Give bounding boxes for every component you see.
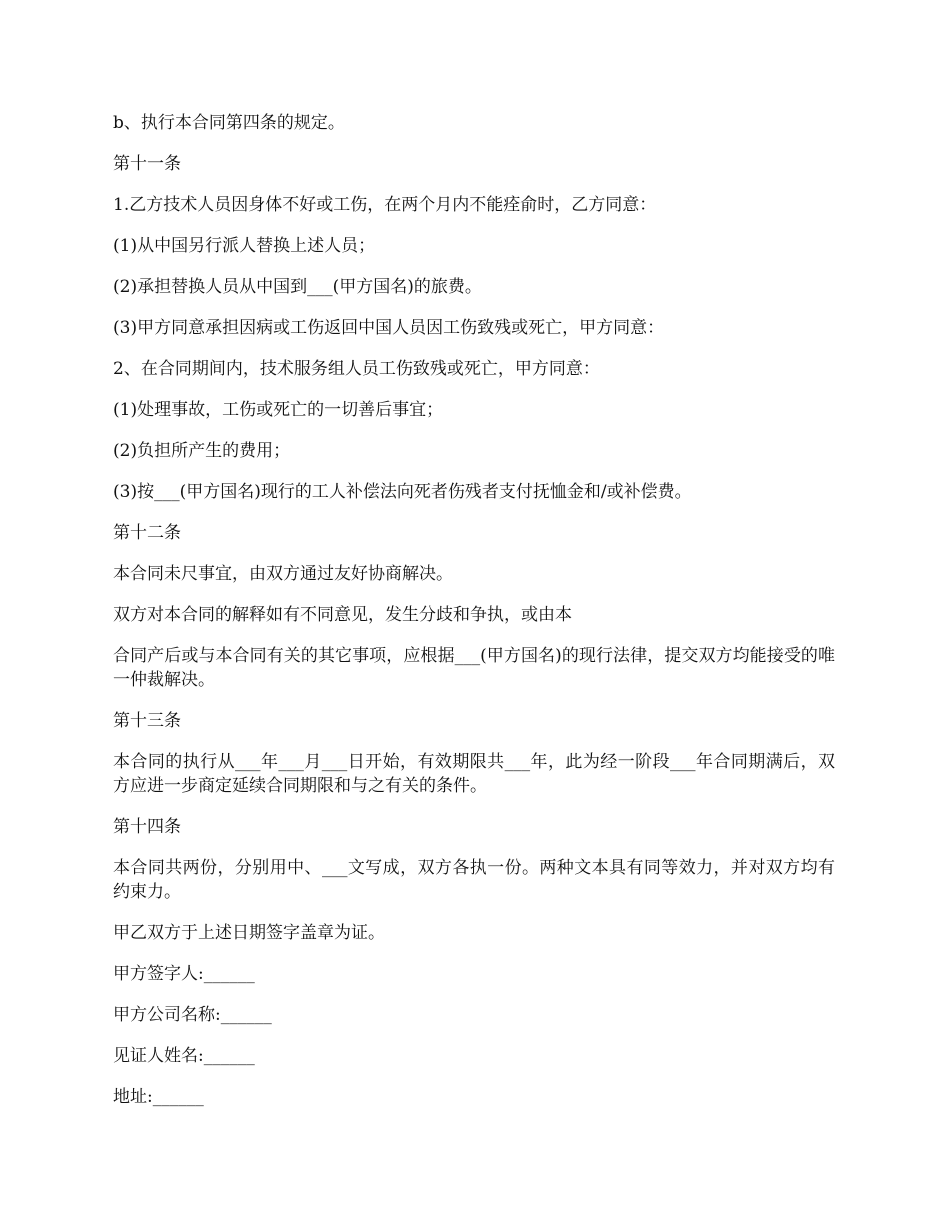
article-11-heading: 第十一条 [113,154,181,174]
document-body [113,111,835,1126]
party-a-signatory: 甲方签字人:______ [113,964,255,984]
article-11-item-2: 2、在合同期间内，技术服务组人员工伤致残或死亡，甲方同意： [113,359,600,379]
article-11-item-2-subitem-3: (3)按___(甲方国名)现行的工人补偿法向死者伤残者支付抚恤金和/或补偿费。 [113,482,692,502]
article-11-subitem-1: (1)从中国另行派人替换上述人员； [113,236,376,256]
article-11-subitem-3: (3)甲方同意承担因病或工伤返回中国人员因工伤致残或死亡，甲方同意： [113,318,665,338]
article-12-paragraph-1: 本合同未尺事宜，由双方通过友好协商解决。 [113,564,453,584]
article-11-item-2-subitem-1: (1)处理事故，工伤或死亡的一切善后事宜； [113,400,444,420]
article-11-item-2-subitem-2: (2)负担所产生的费用； [113,441,291,461]
address-field: 地址:______ [113,1087,204,1107]
clause-b-item: b、执行本合同第四条的规定。 [113,113,345,133]
article-11-item-1: 1.乙方技术人员因身体不好或工伤，在两个月内不能痊俞时，乙方同意： [113,195,657,215]
article-12-paragraph-3: 合同产后或与本合同有关的其它事项，应根据___(甲方国名)的现行法律，提交双方均能接受的唯一仲裁解决。 [113,646,835,690]
article-13-paragraph: 本合同的执行从___年___月___日开始，有效期限共___年，此为经一阶段___年合同期满后，双方应进一步商定延续合同期限和与之有关的条件。 [113,752,835,796]
article-14-paragraph: 本合同共两份，分别用中、___文写成，双方各执一份。两种文本具有同等效力，并对双方均有约束力。 [113,858,835,902]
article-14-heading: 第十四条 [113,817,181,837]
witness-name: 见证人姓名:______ [113,1046,255,1066]
signing-statement: 甲乙双方于上述日期签字盖章为证。 [113,923,385,943]
article-11-subitem-2: (2)承担替换人员从中国到___(甲方国名)的旅费。 [113,277,482,297]
article-12-heading: 第十二条 [113,523,181,543]
article-13-heading: 第十三条 [113,711,181,731]
party-a-company-name: 甲方公司名称:______ [113,1005,272,1025]
article-12-paragraph-2: 双方对本合同的解释如有不同意见，发生分歧和争执，或由本 [113,605,572,625]
